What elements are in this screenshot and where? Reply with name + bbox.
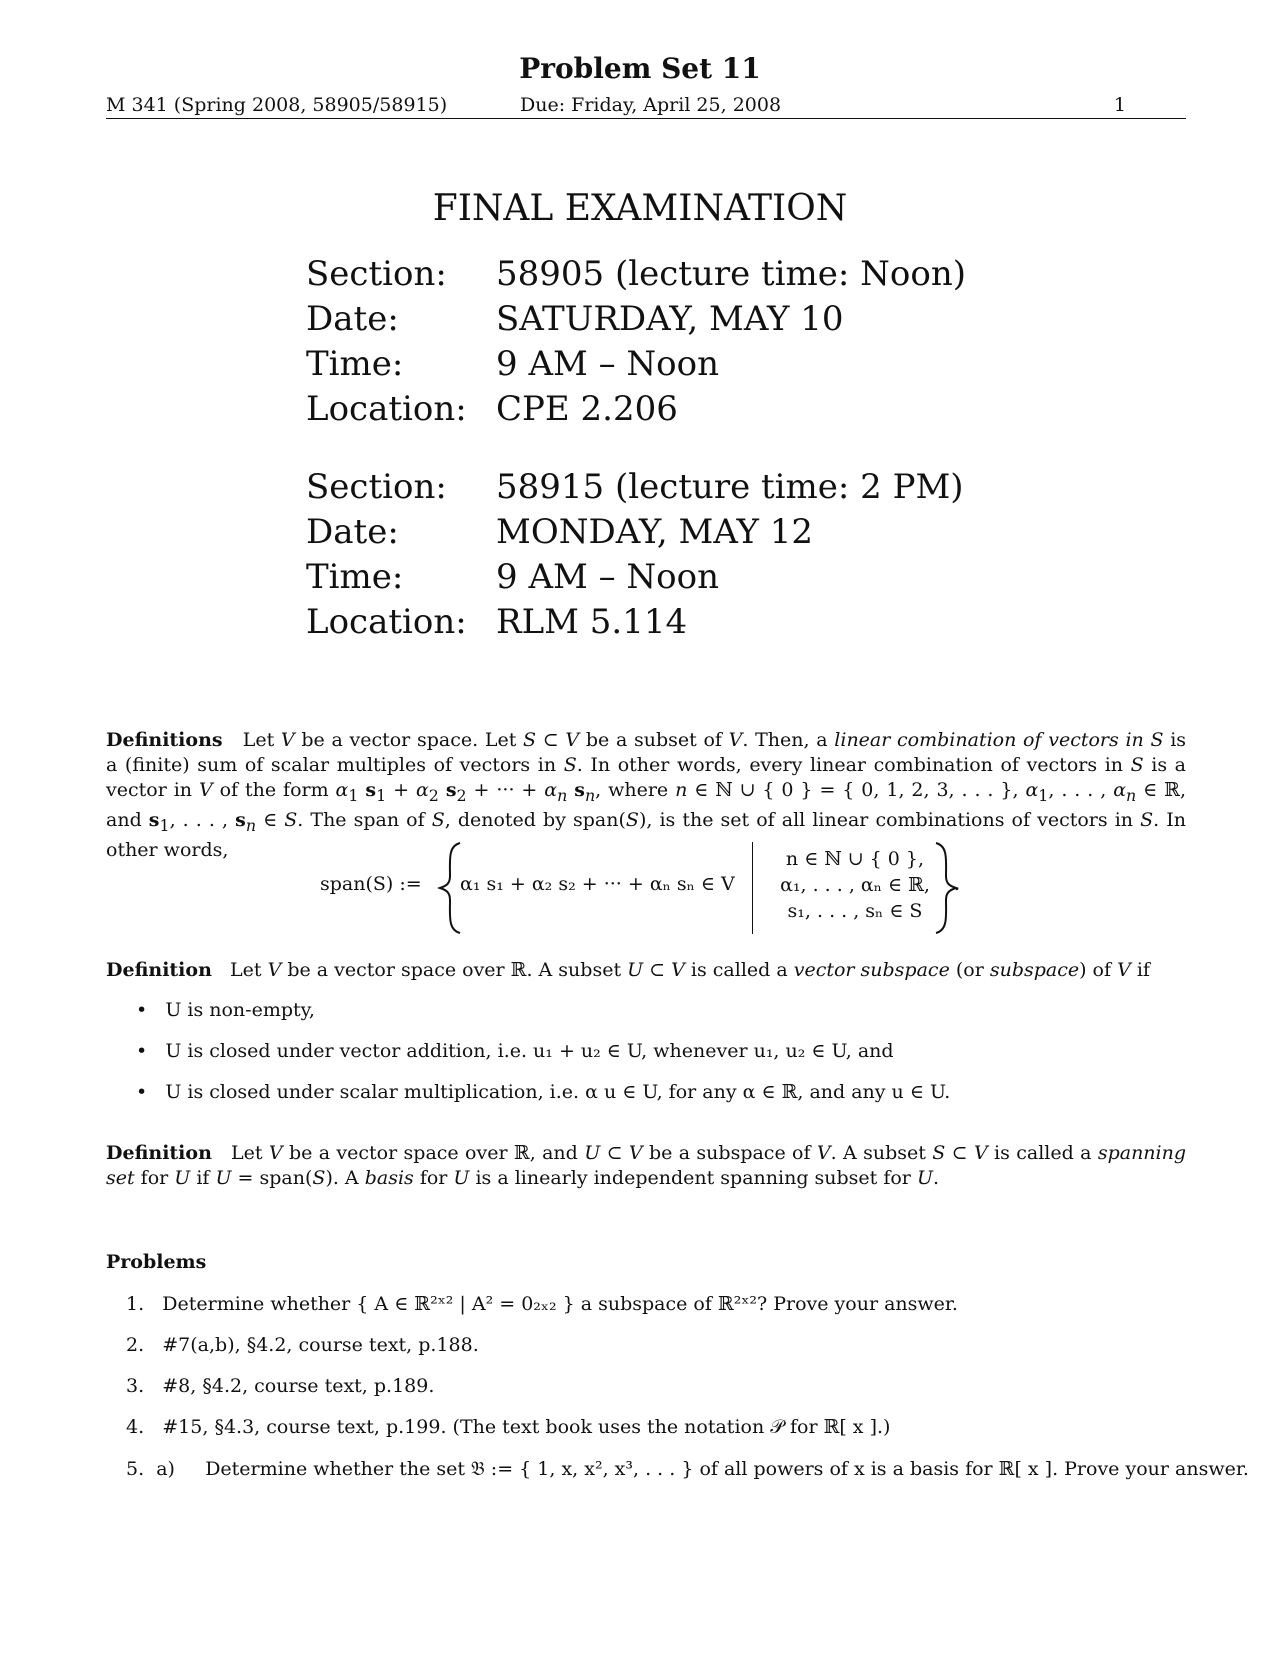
time-value: 9 AM – Noon bbox=[496, 557, 720, 597]
date-label: Date: bbox=[306, 512, 399, 552]
final-exam-heading: FINAL EXAMINATION bbox=[432, 188, 848, 229]
time-label: Time: bbox=[306, 557, 404, 597]
span-condition: s₁, . . . , sₙ ∈ S bbox=[787, 900, 923, 922]
time-value: 9 AM – Noon bbox=[496, 344, 720, 384]
problem-subpart: a) bbox=[156, 1458, 175, 1480]
definition-label: Definition bbox=[106, 1142, 212, 1164]
location-label: Location: bbox=[306, 602, 467, 642]
problem-item bbox=[126, 1374, 434, 1399]
problems-heading: Problems bbox=[106, 1251, 207, 1273]
problem-text: #8, §4.2, course text, p.189. bbox=[162, 1375, 435, 1397]
definition-spanning-set: Definition Let V be a vector space over ℝ, and U ⊂ V be a subspace of V. A subset S ⊂ V is called a spanning set for U if U = span(S). A basis for U is a linearly independent spanning subset for U. bbox=[106, 1142, 1187, 1189]
span-conditions bbox=[770, 846, 940, 924]
problem-number: 4. bbox=[126, 1416, 145, 1438]
time-label: Time: bbox=[306, 344, 404, 384]
location-value: RLM 5.114 bbox=[496, 602, 688, 642]
section-value: 58905 (lecture time: Noon) bbox=[496, 254, 967, 294]
section-label: Section: bbox=[306, 254, 447, 294]
location-label: Location: bbox=[306, 389, 467, 429]
date-value: MONDAY, MAY 12 bbox=[496, 512, 814, 552]
problem-number: 1. bbox=[126, 1293, 145, 1315]
problem-item bbox=[126, 1333, 479, 1358]
set-builder-bar bbox=[752, 842, 753, 934]
definition-label: Definition bbox=[106, 959, 212, 981]
problem-item bbox=[126, 1457, 1249, 1482]
definition-subspace: Definition Let V be a vector space over ℝ. A subset U ⊂ V is called a vector subspace (or subspace) of V if bbox=[106, 959, 1150, 981]
definition-linear-combination: Definitions Let V be a vector space. Let S ⊂ V be a subset of V. Then, a linear combination of vectors in S is a (finite) sum of scalar multiples of vectors in S. In other words, every linear combination of vectors in S is a vector in V of the form $\alpha_1$ $s_1 + \alpha_2$ $s_2$ + ··· + $\alpha_n$ $s_n$, where n ∈ ℕ ∪ { 0 } = { 0, 1, 2, 3, . . . }, $\alpha_1$, . . . , $\alpha_n$ ∈ ℝ, and $s_1$, . . . , $s_n$ ∈ S. The span of S, denoted by span(S), is the set of all linear combinations of vectors in S. In other words, bbox=[106, 729, 1187, 861]
span-lhs: span(S) := bbox=[320, 873, 422, 895]
span-expression: α₁ s₁ + α₂ s₂ + ··· + αₙ sₙ ∈ V bbox=[460, 873, 735, 895]
exam-section-2 bbox=[306, 465, 964, 645]
definitions-label: Definitions bbox=[106, 729, 223, 751]
problem-text: #7(a,b), §4.2, course text, p.188. bbox=[162, 1334, 479, 1356]
problem-text: Determine whether { A ∈ ℝ²ˣ² | A² = 0₂ₓ₂ } a subspace of ℝ²ˣ²? Prove your answer. bbox=[162, 1293, 958, 1315]
exam-section-1 bbox=[306, 252, 966, 432]
date-value: SATURDAY, MAY 10 bbox=[496, 299, 844, 339]
list-item: • U is non-empty, bbox=[136, 999, 315, 1021]
problem-set-title: Problem Set 11 bbox=[519, 52, 761, 85]
bullet-text: U is closed under scalar multiplication, i.e. α u ∈ U, for any α ∈ ℝ, and any u ∈ U. bbox=[165, 1081, 951, 1103]
list-item: • U is closed under scalar multiplication, i.e. α u ∈ U, for any α ∈ ℝ, and any u ∈ U. bbox=[136, 1081, 951, 1103]
due-date: Due: Friday, April 25, 2008 bbox=[520, 94, 782, 116]
problem-number: 5. bbox=[126, 1458, 145, 1480]
list-item: • U is closed under vector addition, i.e. u₁ + u₂ ∈ U, whenever u₁, u₂ ∈ U, and bbox=[136, 1040, 894, 1062]
date-label: Date: bbox=[306, 299, 399, 339]
bullet-text: U is non-empty, bbox=[165, 999, 315, 1021]
problem-text: Determine whether the set 𝔅 := { 1, x, x², x³, . . . } of all powers of x is a basis for ℝ[ x ]. Prove your answer. bbox=[205, 1458, 1249, 1480]
section-value: 58915 (lecture time: 2 PM) bbox=[496, 467, 964, 507]
period: . bbox=[954, 873, 961, 895]
problem-number: 2. bbox=[126, 1334, 145, 1356]
course-info: M 341 (Spring 2008, 58905/58915) bbox=[106, 94, 448, 116]
problem-item bbox=[126, 1415, 890, 1440]
page-number: 1 bbox=[1113, 94, 1126, 116]
section-label: Section: bbox=[306, 467, 447, 507]
problem-text: #15, §4.3, course text, p.199. (The text book uses the notation 𝒫 for ℝ[ x ].) bbox=[162, 1416, 891, 1438]
problem-number: 3. bbox=[126, 1375, 145, 1397]
bullet-text: U is closed under vector addition, i.e. u₁ + u₂ ∈ U, whenever u₁, u₂ ∈ U, and bbox=[165, 1040, 894, 1062]
header-rule bbox=[106, 118, 1186, 119]
span-condition: n ∈ ℕ ∪ { 0 }, bbox=[785, 848, 925, 870]
span-condition: α₁, . . . , αₙ ∈ ℝ, bbox=[780, 874, 930, 896]
location-value: CPE 2.206 bbox=[496, 389, 678, 429]
problem-item bbox=[126, 1292, 958, 1317]
